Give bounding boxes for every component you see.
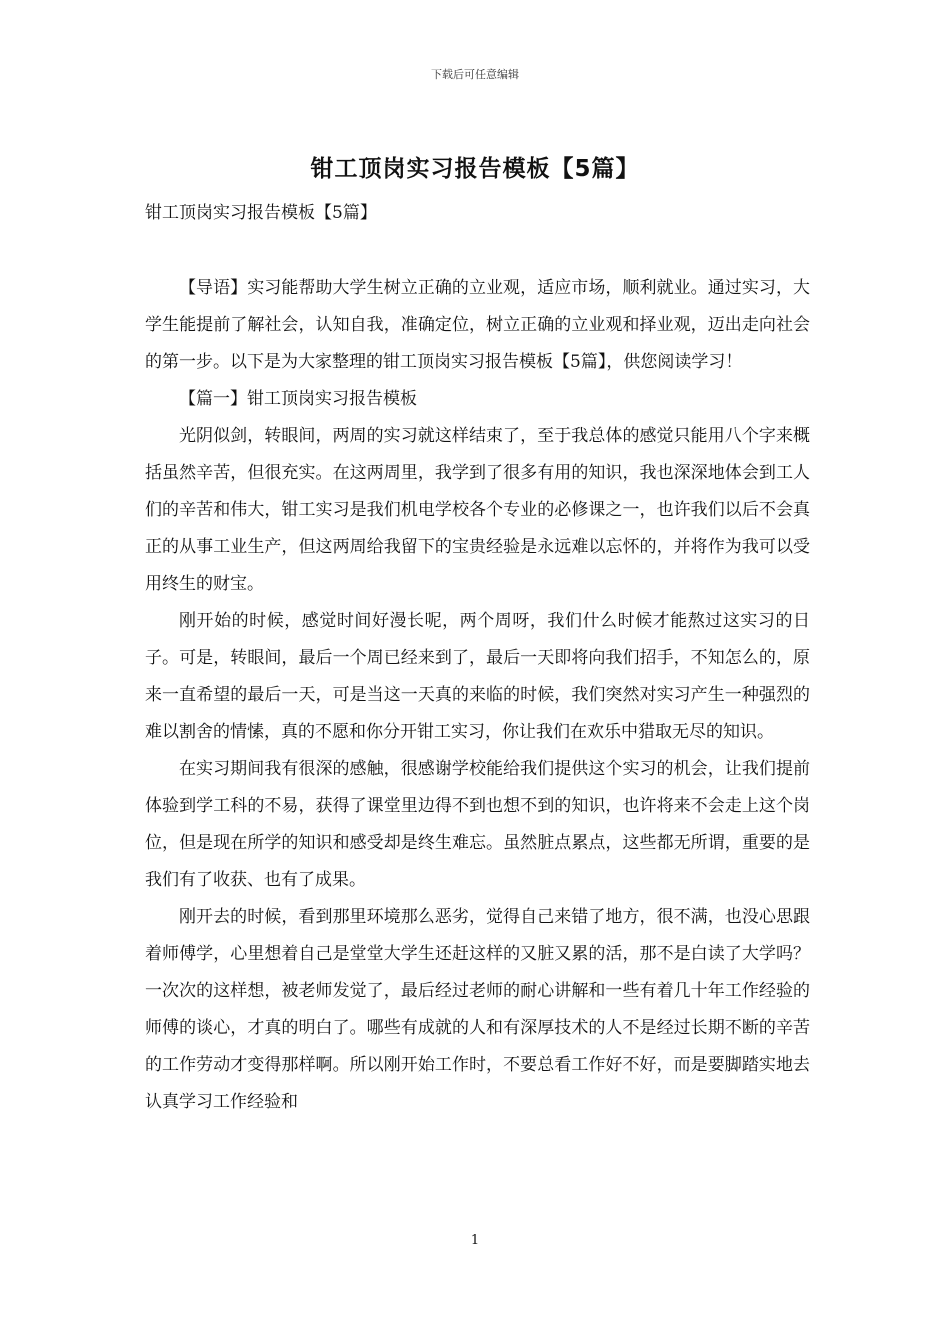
- paragraph: 刚开去的时候，看到那里环境那么恶劣，觉得自己来错了地方，很不满，也没心思跟着师傅学，心里想着自己是堂堂大学生还赶这样的又脏又累的活，那不是白读了大学吗？一次次的这样想，被老师发觉了，最后经过老师的耐心讲解和一些有着几十年工作经验的师傅的谈心，才真的明白了。哪些有成就的人和有深厚技术的人不是经过长期不断的辛苦的工作劳动才变得那样啊。所以刚开始工作时，不要总看工作好不好，而是要脚踏实地去认真学习工作经验和: [145, 907, 810, 1112]
- paragraph-intro: 【导语】实习能帮助大学生树立正确的立业观，适应市场，顺利就业。通过实习，大学生能提前了解社会，认知自我，准确定位，树立正确的立业观和择业观，迈出走向社会的第一步。以下是为大家整理的钳工顶岗实习报告模板【5篇】，供您阅读学习！: [145, 278, 810, 372]
- section-heading: 【篇一】钳工顶岗实习报告模板: [179, 389, 417, 409]
- document-subtitle: 钳工顶岗实习报告模板【5篇】: [145, 203, 377, 223]
- paragraph: 在实习期间我有很深的感触，很感谢学校能给我们提供这个实习的机会，让我们提前体验到学工科的不易，获得了课堂里边得不到也想不到的知识，也许将来不会走上这个岗位，但是现在所学的知识和感受却是终生难忘。虽然脏点累点，这些都无所谓，重要的是我们有了收获、也有了成果。: [145, 759, 810, 890]
- page-number: 1: [470, 1233, 480, 1248]
- header-note: 下载后可任意编辑: [431, 68, 519, 81]
- paragraph: 光阴似剑，转眼间，两周的实习就这样结束了，至于我总体的感觉只能用八个字来概括虽然辛苦，但很充实。在这两周里，我学到了很多有用的知识，我也深深地体会到工人们的辛苦和伟大，钳工实习是我们机电学校各个专业的必修课之一，也许我们以后不会真正的从事工业生产，但这两周给我留下的宝贵经验是永远难以忘怀的，并将作为我可以受用终生的财宝。: [145, 426, 810, 594]
- document-body: [145, 270, 810, 1121]
- document-title: 钳工顶岗实习报告模板【5篇】: [310, 156, 640, 182]
- paragraph: 刚开始的时候，感觉时间好漫长呢，两个周呀，我们什么时候才能熬过这实习的日子。可是，转眼间，最后一个周已经来到了，最后一天即将向我们招手，不知怎么的，原来一直希望的最后一天，可是当这一天真的来临的时候，我们突然对实习产生一种强烈的难以割舍的情愫，真的不愿和你分开钳工实习，你让我们在欢乐中猎取无尽的知识。: [145, 611, 810, 742]
